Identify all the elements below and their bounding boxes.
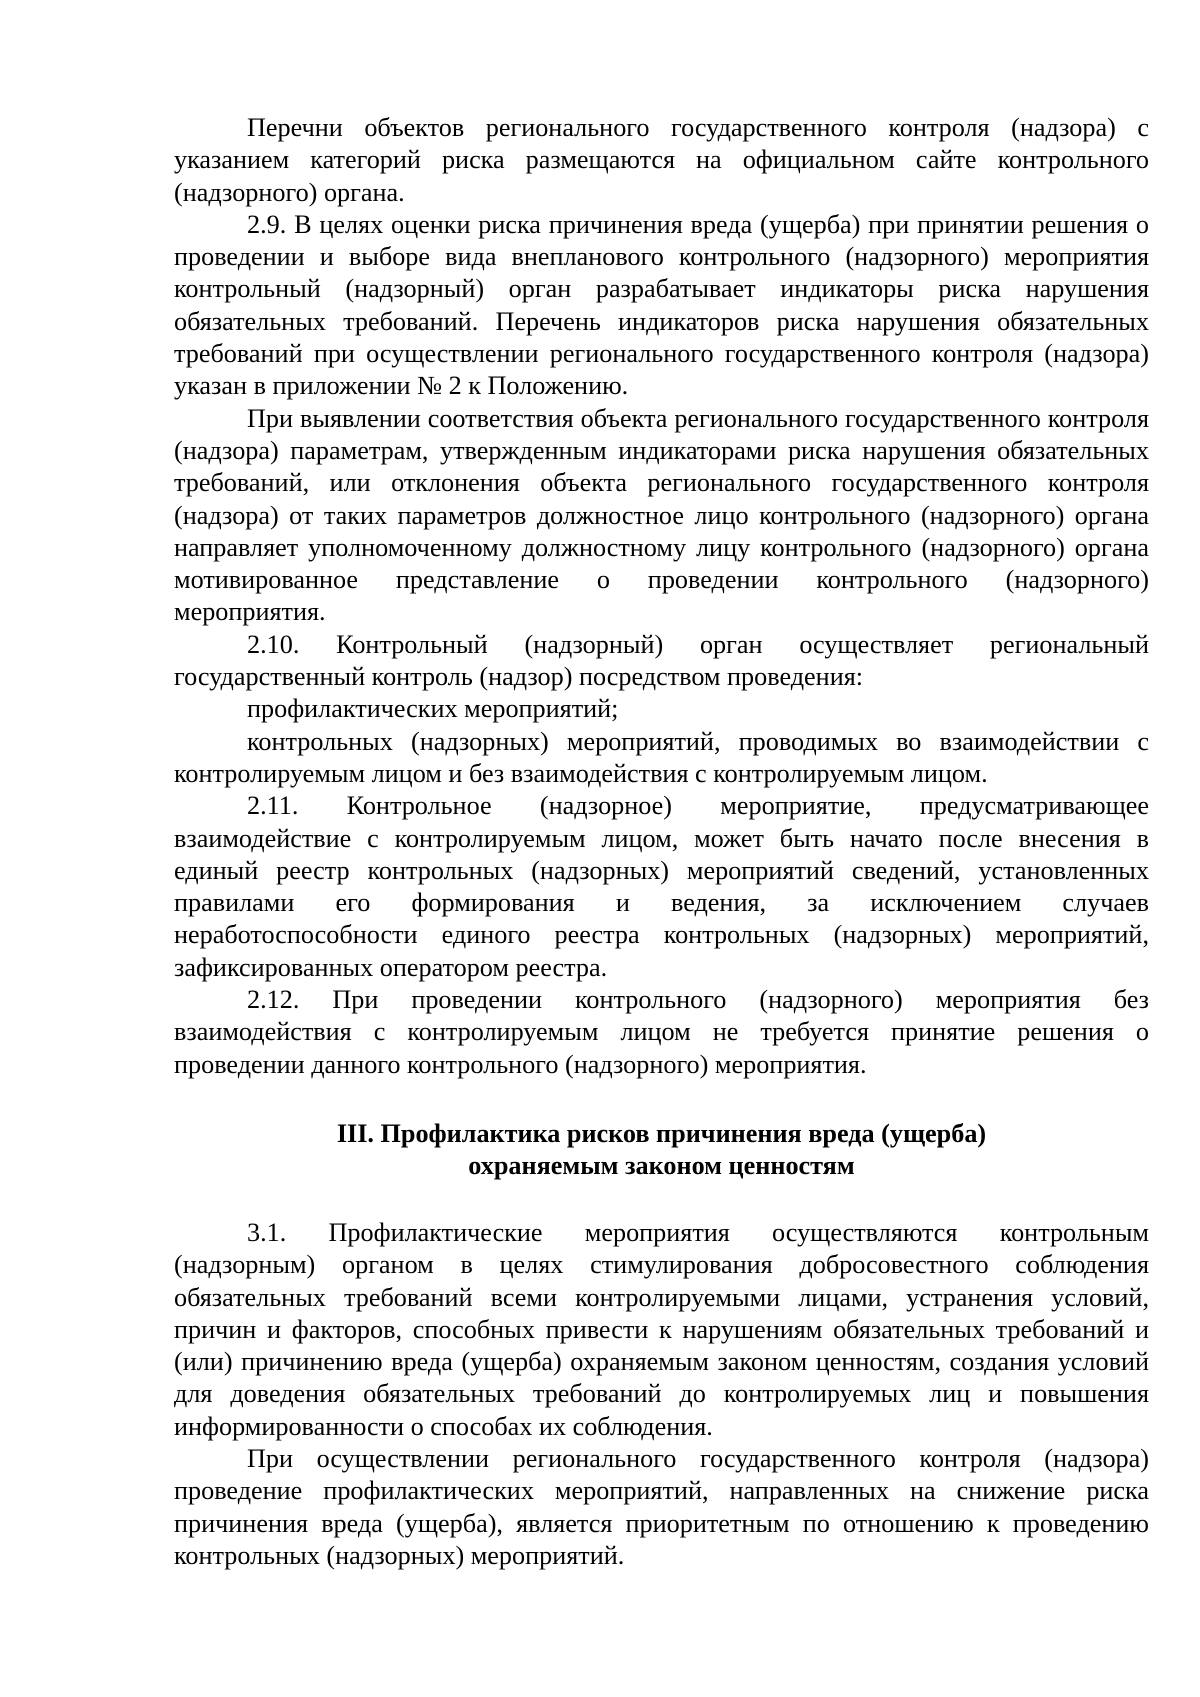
paragraph-preventive-measures: профилактических мероприятий; bbox=[247, 694, 619, 724]
paragraph-2-9: 2.9. В целях оценки риска причинения вреда (ущерба) при принятии решения о проведении и выборе вида внепланового контрольного (надзорного) мероприятия контрольный (надзорный) орган разрабатывает индикаторы риска нарушения обязательных требований. Перечень индикаторов риска нарушения обязательных требований при осуществлении регионального государственного контроля (надзора) указан в приложении № 2 к Положению. bbox=[174, 209, 1149, 401]
section-heading-line-1: III. Профилактика рисков причинения вреда (ущерба) bbox=[336, 1118, 987, 1148]
paragraph-risk-indicators: При выявлении соответствия объекта регионального государственного контроля (надзора) параметрам, утвержденным индикаторами риска нарушения обязательных требований, или отклонения объекта регионального государственного контроля (надзора) от таких параметров должностное лицо контрольного (надзорного) органа направляет уполномоченному должностному лицу контрольного (надзорного) органа мотивированное представление о проведении контрольного (надзорного) мероприятия. bbox=[174, 403, 1149, 627]
section-heading bbox=[174, 1118, 1149, 1182]
paragraph-2-10: 2.10. Контрольный (надзорный) орган осуществляет региональный государственный контроль (надзор) посредством проведения: bbox=[174, 629, 1149, 692]
paragraph-2-11: 2.11. Контрольное (надзорное) мероприятие, предусматривающее взаимодействие с контролируемым лицом, может быть начато после внесения в единый реестр контрольных (надзорных) мероприятий сведений, установленных правилами его формирования и ведения, за исключением случаев неработоспособности единого реестра контрольных (надзорных) мероприятий, зафиксированных оператором реестра. bbox=[174, 791, 1149, 982]
paragraph-3-1: 3.1. Профилактические мероприятия осуществляются контрольным (надзорным) органом в целях стимулирования добросовестного соблюдения обязательных требований всеми контролируемыми лицами, устранения условий, причин и факторов, способных привести к нарушениям обязательных требований и (или) причинению вреда (ущерба) охраняемым законом ценностям, создания условий для доведения обязательных требований до контролируемых лиц и повышения информированности о способах их соблюдения. bbox=[174, 1217, 1149, 1441]
document-body bbox=[174, 112, 1149, 1572]
paragraph-control-measures: контрольных (надзорных) мероприятий, проводимых во взаимодействии с контролируемым лицом и без взаимодействия с контролируемым лицом. bbox=[174, 726, 1149, 788]
paragraph-2-12: 2.12. При проведении контрольного (надзорного) мероприятия без взаимодействия с контролируемым лицом не требуется принятие решения о проведении данного контрольного (надзорного) мероприятия. bbox=[174, 985, 1149, 1079]
section-heading-line-2: охраняемым законом ценностям bbox=[468, 1150, 855, 1180]
paragraph-objects-lists: Перечни объектов регионального государственного контроля (надзора) с указанием категорий риска размещаются на официальном сайте контрольного (надзорного) органа. bbox=[174, 113, 1149, 207]
paragraph-priority: При осуществлении регионального государственного контроля (надзора) проведение профилактических мероприятий, направленных на снижение риска причинения вреда (ущерба), является приоритетным по отношению к проведению контрольных (надзорных) мероприятий. bbox=[174, 1443, 1149, 1570]
